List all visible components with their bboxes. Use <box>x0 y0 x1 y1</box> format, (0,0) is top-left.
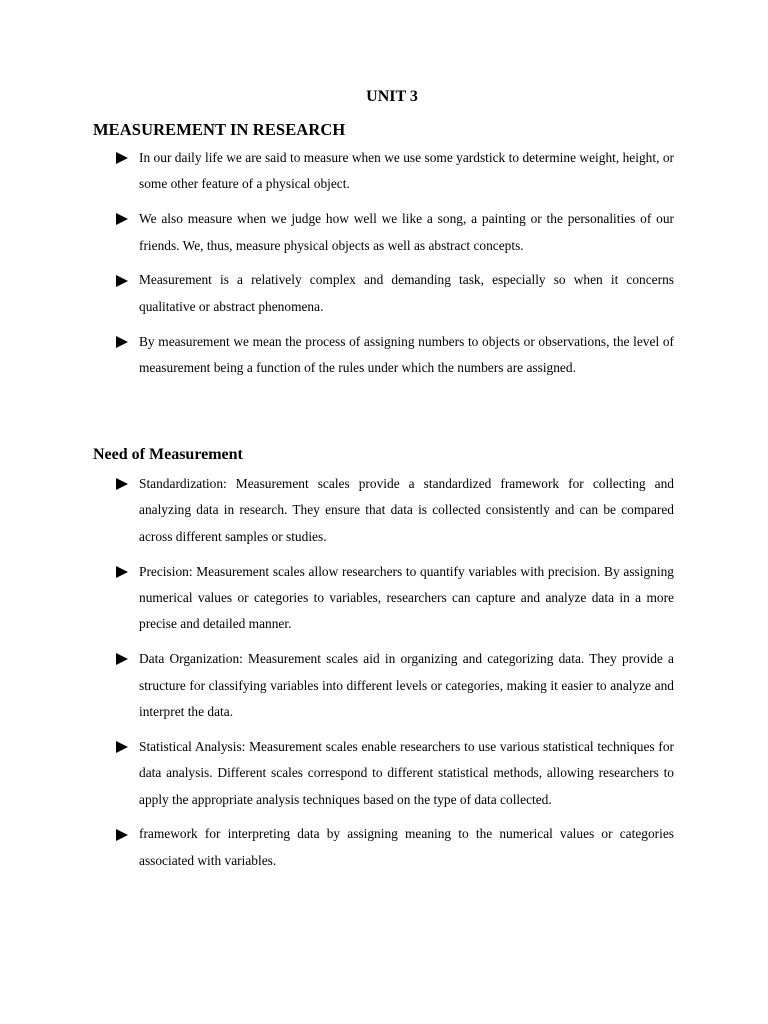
need-bullet-list <box>0 471 768 883</box>
list-item <box>0 267 768 320</box>
arrow-bullet-icon <box>116 213 128 225</box>
bullet-text: We also measure when we judge how well we like a song, a painting or the personalities of our friends. We, thus, measure physical objects as well as abstract concepts. <box>139 211 674 253</box>
arrow-bullet-icon <box>116 829 128 841</box>
bullet-text: By measurement we mean the process of assigning numbers to objects or observations, the level of measurement being a function of the rules under which the numbers are assigned. <box>139 333 674 376</box>
bullet-text: Statistical Analysis: Measurement scales enable researchers to use various statistical techniques for data analysis. Different scales correspond to different statistical methods, allowing researchers to apply the appropriate analysis techniques based on the type of data collected. <box>139 738 674 807</box>
list-item <box>0 471 768 550</box>
bullet-text: Standardization: Measurement scales provide a standardized framework for collecting and analyzing data in research. They ensure that data is collected consistently and can be compared across different samples or studies. <box>139 476 674 544</box>
arrow-bullet-icon <box>116 566 128 578</box>
list-item <box>0 559 768 638</box>
list-item <box>0 821 768 874</box>
arrow-bullet-icon <box>116 741 128 753</box>
arrow-bullet-icon <box>116 478 128 490</box>
subsection-heading: Need of Measurement <box>93 446 243 463</box>
arrow-bullet-icon <box>116 275 128 287</box>
bullet-text: framework for interpreting data by assigning meaning to the numerical values or categories associated with variables. <box>139 826 674 868</box>
bullet-text: Precision: Measurement scales allow researchers to quantify variables with precision. By assigning numerical values or categories to variables, researchers can capture and analyze data in a more precise and detailed manner. <box>139 563 674 632</box>
arrow-bullet-icon <box>116 653 128 665</box>
bullet-text: Data Organization: Measurement scales aid in organizing and categorizing data. They provide a structure for classifying variables into different levels or categories, making it easier to analyze and interpret the data. <box>139 651 674 720</box>
arrow-bullet-icon <box>116 336 128 348</box>
unit-title: UNIT 3 <box>366 88 418 105</box>
intro-bullet-list <box>0 145 768 390</box>
list-item <box>0 329 768 382</box>
list-item <box>0 206 768 259</box>
list-item <box>0 734 768 813</box>
bullet-text: Measurement is a relatively complex and demanding task, especially so when it concerns qualitative or abstract phenomena. <box>139 272 674 314</box>
arrow-bullet-icon <box>116 152 128 164</box>
section-heading: MEASUREMENT IN RESEARCH <box>93 120 346 139</box>
list-item <box>0 646 768 725</box>
bullet-text: In our daily life we are said to measure when we use some yardstick to determine weight, height, or some other feature of a physical object. <box>139 150 674 192</box>
list-item <box>0 145 768 198</box>
